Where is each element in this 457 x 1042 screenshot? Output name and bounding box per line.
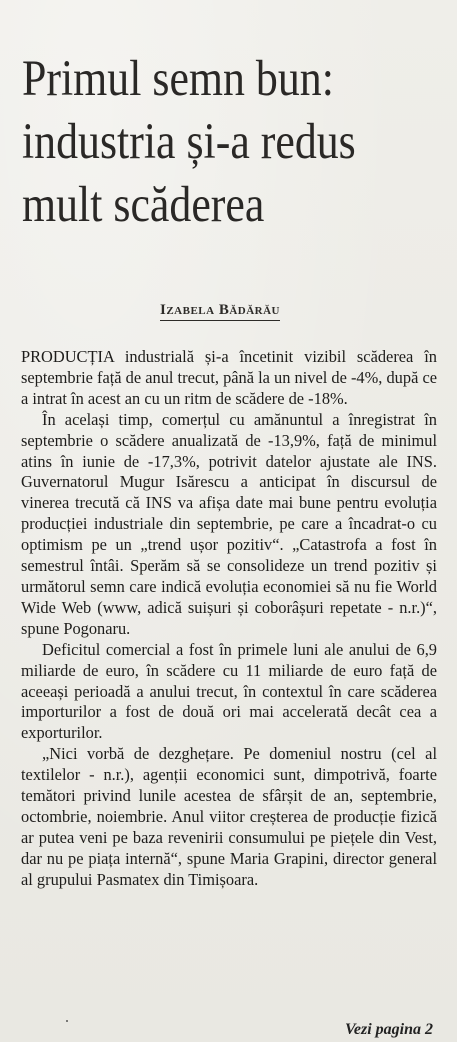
continued-on-page-link[interactable]: Vezi pagina 2 bbox=[344, 1021, 433, 1038]
article-paragraph bbox=[21, 347, 437, 410]
article-paragraph: În același timp, comerțul cu amănuntul a înregistrat în septembrie o scădere anualizată de -13,9%, față de minimul atins în iunie de -17,3%, potrivit datelor ajustate ale INS. Guvernatorul Mugur Isărescu a anticipat în discursul de vinerea trecută că INS va afișa date mai bune pentru evoluția producției industriale din septembrie, pe care a încadrat-o cu optimism pe un „trend ușor pozitiv“. „Catastrofa a fost în semestrul întâi. Sperăm să se consolideze un trend pozitiv și următorul semn care indică evoluția economiei să nu fie World Wide Web (www, adică suișuri și coborâșuri repetate - n.r.)“, spune Pogonaru. bbox=[21, 409, 437, 638]
article-body bbox=[21, 347, 437, 891]
article-paragraph: „Nici vorbă de dezghețare. Pe domeniul nostru (cel al textilelor - n.r.), agenții economici sunt, dimpotrivă, foarte temători privind lunile acestea de sfârșit de an, septembrie, octombrie, noiembrie. Anul viitor creșterea de producție fizică ar putea veni pe baza revenirii consumului pe piețele din Vest, dar nu pe piața internă“, spune Maria Grapini, director general al grupului Pasmatex din Timișoara. bbox=[21, 744, 437, 889]
article-paragraph: Deficitul comercial a fost în primele luni ale anului de 6,9 miliarde de euro, în scădere cu 11 miliarde de euro față de aceeași perioadă a anului trecut, în contextul în care scăderea importurilor a fost de două ori mai accelerată decât cea a exporturilor. bbox=[21, 639, 437, 743]
paragraph-text: industrială și-a încetinit vizibil scăderea în septembrie față de anul trecut, până la un nivel de -4%, după ce a intrat în acest an cu un ritm de scădere de -18%. bbox=[21, 347, 437, 408]
article-headline bbox=[22, 48, 383, 237]
lead-word: PRODUCȚIA bbox=[21, 347, 114, 366]
headline-line: mult scăderea bbox=[22, 177, 265, 233]
author-byline: Izabela Bădărău bbox=[160, 302, 280, 321]
print-speck bbox=[66, 1020, 68, 1022]
headline-line: industria și-a redus bbox=[22, 114, 356, 170]
headline-line: Primul semn bun: bbox=[22, 51, 334, 107]
